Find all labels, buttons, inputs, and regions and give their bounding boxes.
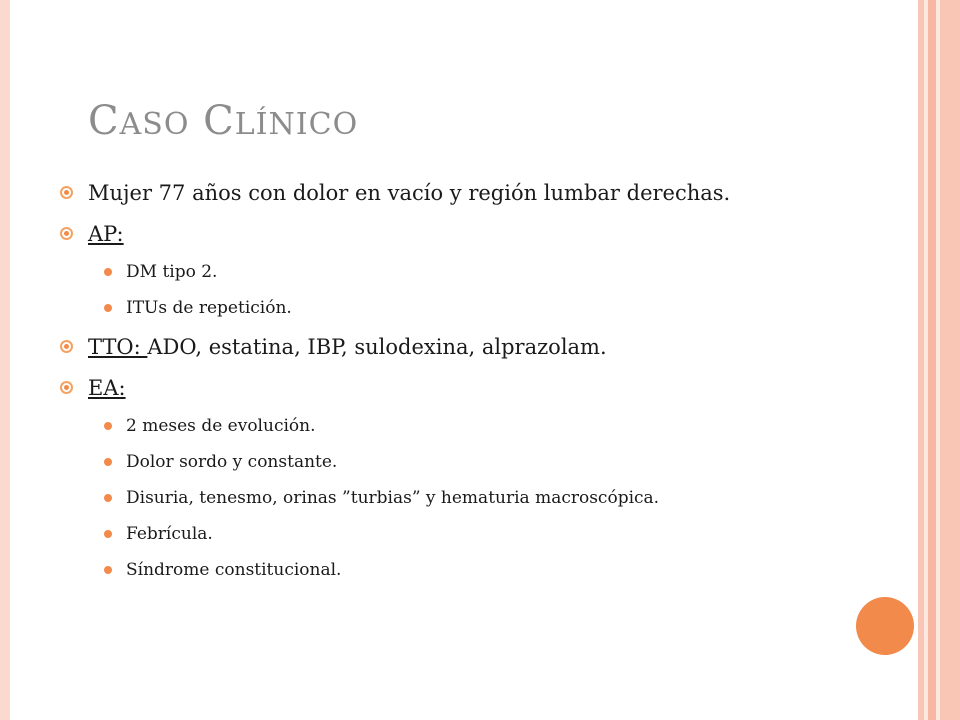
bullet-icon [60, 340, 73, 353]
sub-item-ea: Disuria, tenesmo, orinas ”turbias” y hematuria macroscópica. [60, 486, 840, 510]
bullet-item-patient: Mujer 77 años con dolor en vacío y región lumbar derechas. [60, 178, 840, 209]
right-border-decoration [918, 0, 960, 720]
sub-item-ap: DM tipo 2. [60, 260, 840, 284]
sub-item-ea: Febrícula. [60, 522, 840, 546]
slide-title: CASO CLÍNICO [88, 98, 359, 144]
bullet-item-ap: AP: [60, 219, 840, 250]
sub-item-ea: 2 meses de evolución. [60, 414, 840, 438]
dot-bullet-icon [104, 494, 112, 502]
dot-bullet-icon [104, 566, 112, 574]
sub-item-ea: Síndrome constitucional. [60, 558, 840, 582]
dot-bullet-icon [104, 304, 112, 312]
bullet-item-ea: EA: [60, 373, 840, 404]
dot-bullet-icon [104, 422, 112, 430]
dot-bullet-icon [104, 458, 112, 466]
bullet-icon [60, 186, 73, 199]
dot-bullet-icon [104, 530, 112, 538]
bullet-item-tto: TTO: ADO, estatina, IBP, sulodexina, alprazolam. [60, 332, 840, 363]
sub-item-ap: ITUs de repetición. [60, 296, 840, 320]
slide-content [60, 178, 840, 594]
dot-bullet-icon [104, 268, 112, 276]
sub-item-ea: Dolor sordo y constante. [60, 450, 840, 474]
bullet-icon [60, 227, 73, 240]
orange-circle-decoration [856, 597, 914, 655]
bullet-icon [60, 381, 73, 394]
left-border-decoration [0, 0, 10, 720]
